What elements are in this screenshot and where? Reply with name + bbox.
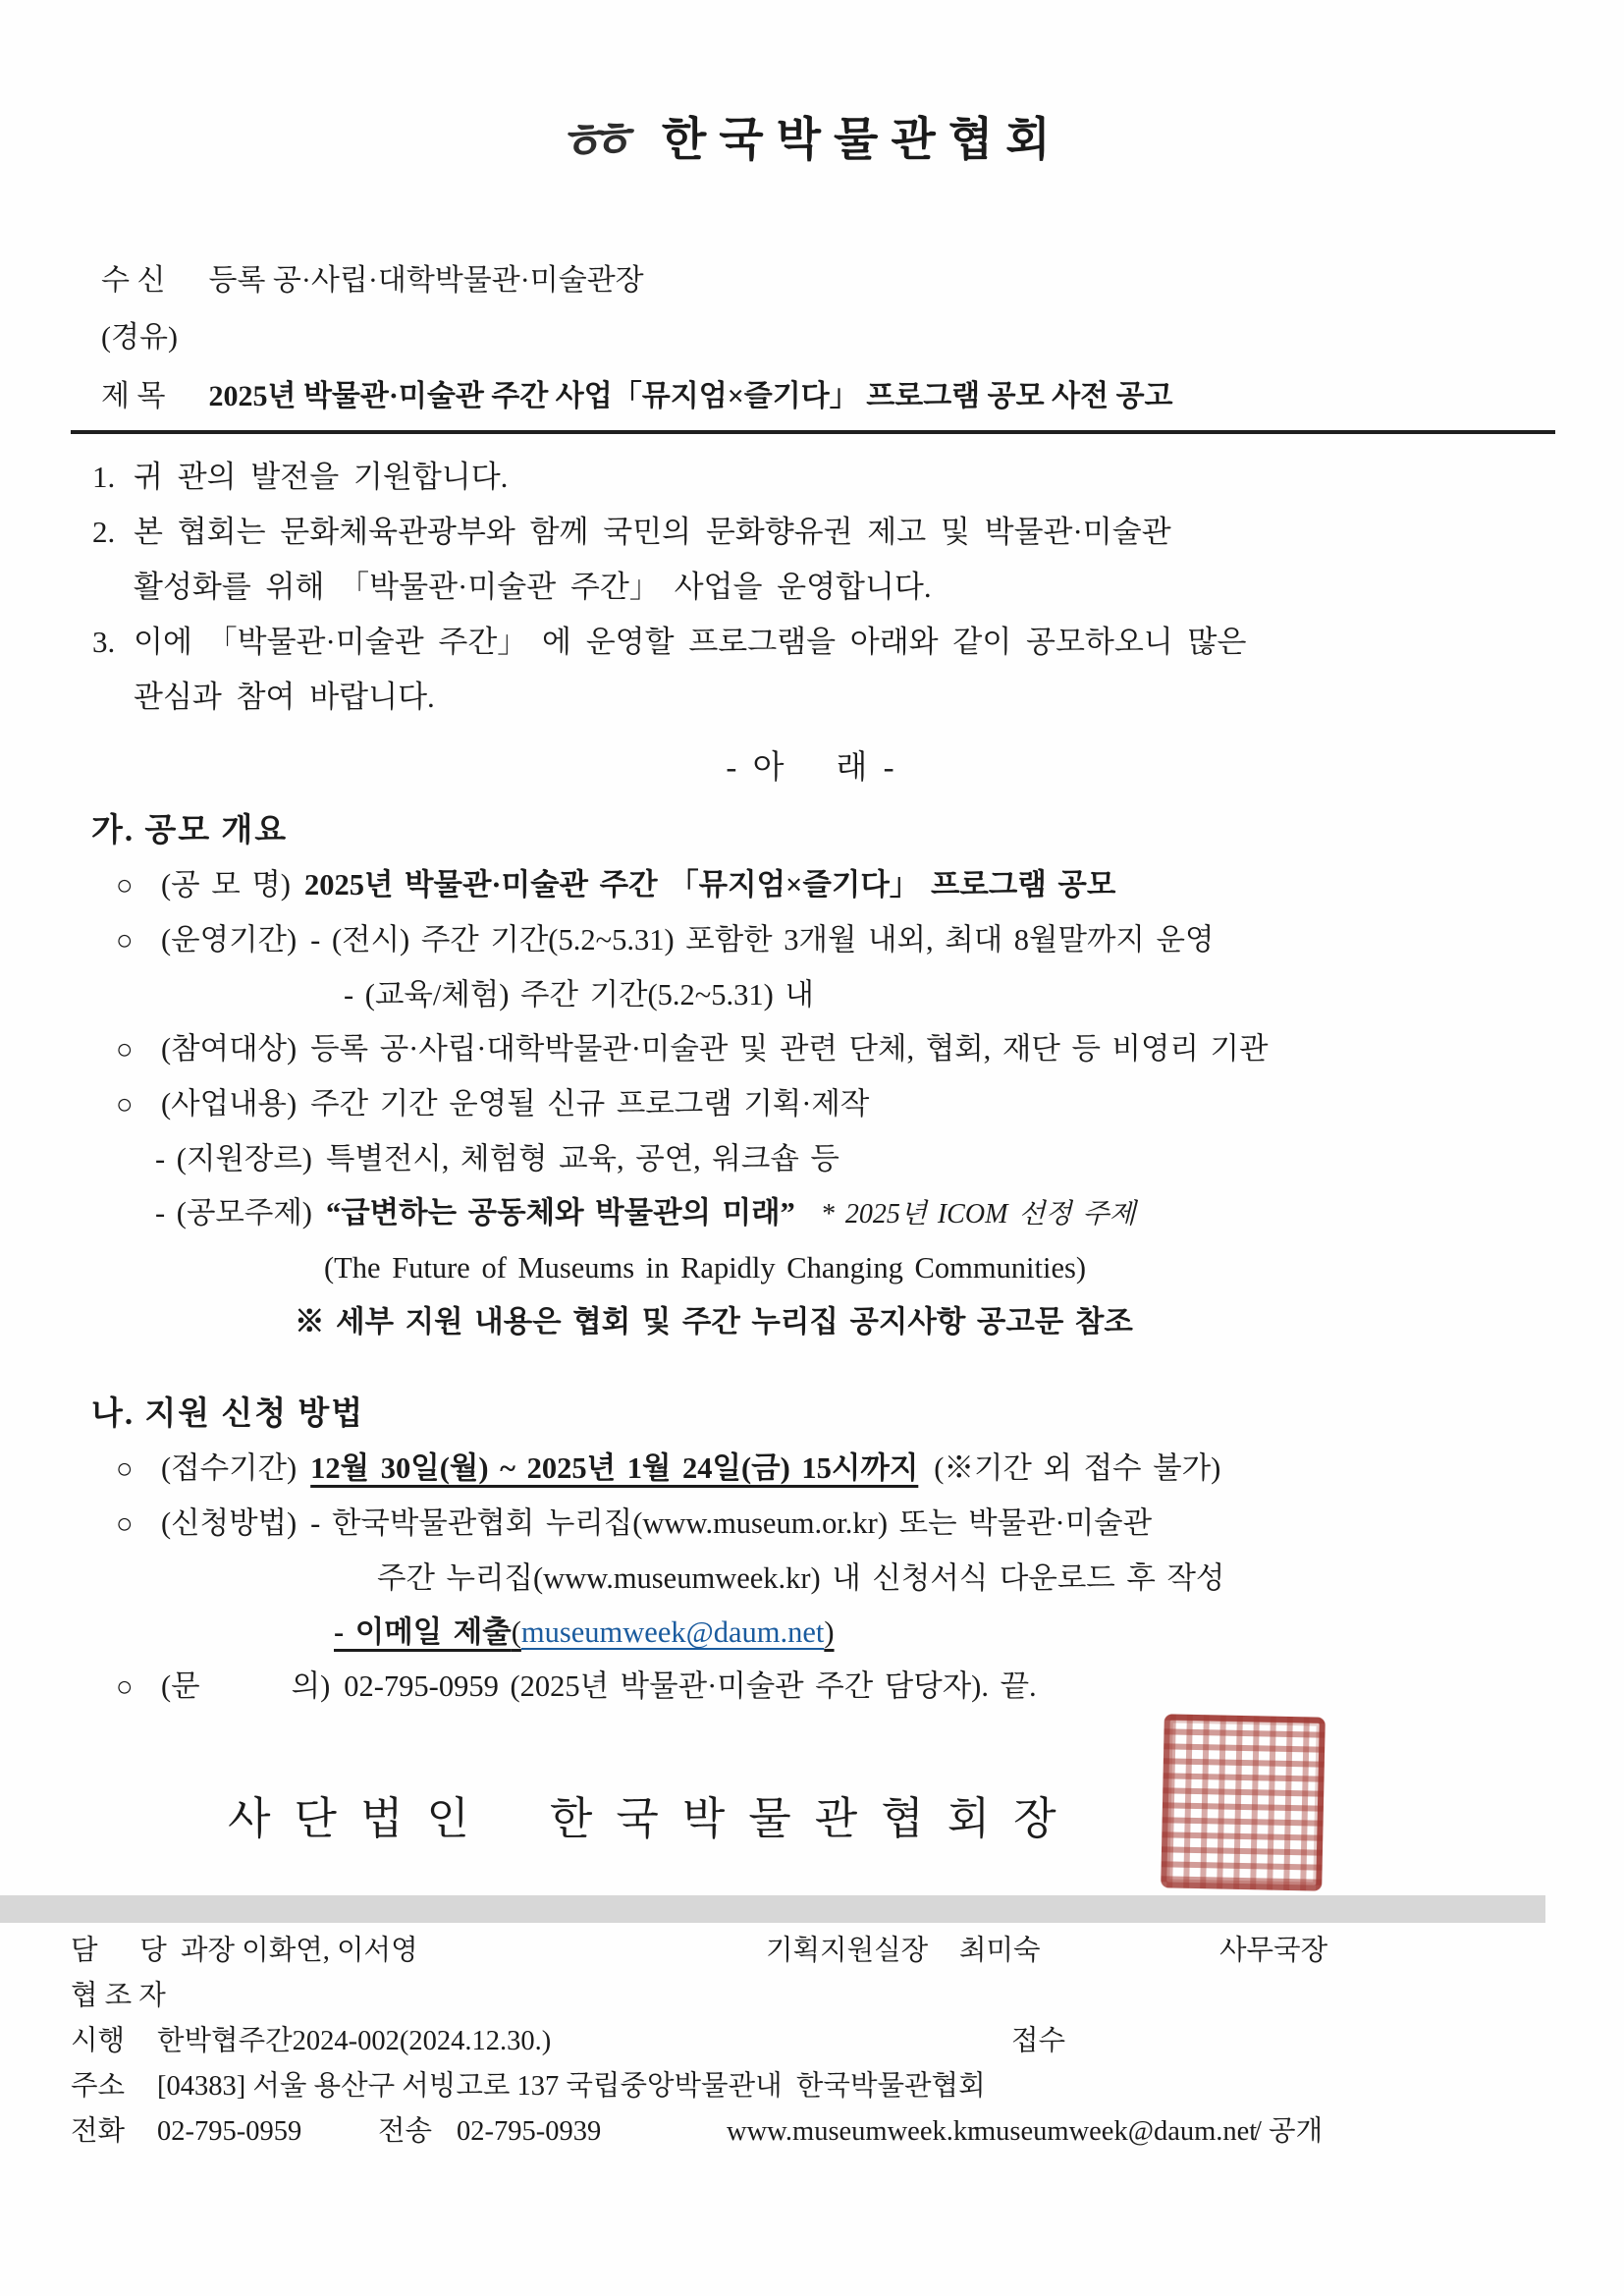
fax-label: 전송 — [378, 2116, 433, 2147]
section-a-items — [116, 858, 1538, 1349]
intro-number: 1. — [92, 460, 116, 494]
header-rule — [71, 430, 1555, 434]
fax-number: 02-795-0939 — [457, 2116, 602, 2147]
intro-number: 2. — [92, 515, 116, 549]
item-label: (문 의) — [161, 1669, 331, 1703]
signature-org-type: 사단법인 — [228, 1794, 493, 1843]
item-label: (접수기간) — [161, 1451, 298, 1485]
enforcement-label: 시행 — [71, 2026, 126, 2056]
recipient-value: 등록 공·사립·대학박물관·미술관장 — [208, 264, 644, 297]
footer-row-enforcement — [71, 2019, 1553, 2064]
letterhead — [0, 0, 1624, 172]
circle-bullet-icon: ○ — [116, 1034, 134, 1066]
intro-text: 이에 「박물관·미술관 주간」 에 운영할 프로그램을 아래와 같이 공모하오니 많은 — [134, 625, 1247, 659]
item-genre — [155, 1132, 1538, 1186]
contact-value: 02-795-0959 (2025년 박물관·미술관 주간 담당자). 끝. — [344, 1669, 1037, 1703]
circle-bullet-icon: ○ — [116, 925, 134, 957]
item-value-continued: - (교육/체험) 주간 기간(5.2~5.31) 내 — [344, 978, 814, 1011]
recipient-label: 수 신 — [101, 264, 166, 297]
planning-director-name: 최미숙 — [959, 1936, 1041, 1966]
subject-row — [101, 375, 1536, 418]
footer-row-address — [71, 2064, 1553, 2109]
intro-number: 3. — [92, 625, 116, 659]
section-b-heading: 나. 지원 신청 방법 — [91, 1396, 365, 1432]
footer-divider-band — [0, 1895, 1545, 1923]
item-project-content — [116, 1077, 1538, 1132]
item-application-method — [116, 1497, 1538, 1660]
item-label: - (지원장르) — [155, 1142, 312, 1175]
section-a-heading: 가. 공모 개요 — [91, 813, 289, 848]
intro-item-1 — [92, 450, 1534, 505]
item-theme — [155, 1186, 1538, 1241]
circle-bullet-icon: ○ — [116, 1089, 134, 1121]
item-label: (공 모 명) — [161, 868, 291, 902]
kma-logo-icon: ㅎㅎ — [558, 112, 623, 172]
signature-org-title: 한국박물관협회장 — [549, 1794, 1080, 1843]
circle-bullet-icon: ○ — [116, 1508, 134, 1540]
receipt-label: 접수 — [1011, 2026, 1066, 2056]
document-meta — [101, 259, 1536, 418]
footer-row-contacts — [71, 2109, 1553, 2155]
intro-text: 귀 관의 발전을 기원합니다. — [134, 460, 509, 494]
item-label: (운영기간) — [161, 923, 298, 957]
item-value: 등록 공·사립·대학박물관·미술관 및 관련 단체, 협회, 재단 등 비영리 기관 — [310, 1032, 1269, 1066]
intro-text: 활성화를 위해 「박물관·미술관 주간」 사업을 운영합니다. — [134, 570, 932, 604]
item-contact — [116, 1660, 1538, 1715]
item-value: - (전시) 주간 기간(5.2~5.31) 포함한 3개월 내외, 최대 8월말까지 운영 — [310, 923, 1215, 957]
disclosure-label: / 공개 — [1254, 2116, 1324, 2147]
theme-quote: “급변하는 공동체와 박물관의 미래” — [325, 1196, 795, 1230]
cooperator-label: 협 조 자 — [71, 1981, 166, 2011]
paren-close: ) — [824, 1615, 835, 1649]
below-divider: - 아 래 - — [726, 750, 898, 786]
address-value: [04383] 서울 용산구 서빙고로 137 국립중앙박물관내 한국박물관협회 — [157, 2071, 986, 2102]
item-operating-period — [116, 913, 1538, 1022]
footer-row-staff — [71, 1929, 1553, 1974]
item-value: 2025년 박물관·미술관 주간 「뮤지엄×즐기다」 프로그램 공모 — [303, 868, 1116, 902]
address-label: 주소 — [71, 2071, 126, 2102]
intro-item-3 — [92, 615, 1534, 725]
submission-email-link: museumweek@daum.net — [520, 1615, 825, 1649]
intro-paragraphs — [92, 450, 1534, 725]
subject-label: 제 목 — [101, 380, 166, 412]
circle-bullet-icon: ○ — [116, 1453, 134, 1485]
planning-director-label: 기획지원실장 — [766, 1936, 929, 1966]
phone-number: 02-795-0959 — [157, 2116, 302, 2147]
item-contest-name — [116, 858, 1538, 913]
official-seal-stamp — [1161, 1714, 1326, 1890]
circle-bullet-icon: ○ — [116, 1671, 134, 1703]
phone-label: 전화 — [71, 2116, 126, 2147]
method-email-line — [334, 1606, 1538, 1660]
application-period-value: 12월 30일(월) ~ 2025년 1월 24일(금) 15시까지 — [310, 1451, 919, 1485]
via-row — [101, 316, 1536, 359]
item-label: (참여대상) — [161, 1032, 298, 1066]
item-label: - (공모주제) — [155, 1196, 312, 1230]
item-value: 주간 기간 운영될 신규 프로그램 기획·제작 — [310, 1087, 870, 1121]
footer-email: museumweek@daum.net — [974, 2116, 1258, 2147]
document-footer — [71, 1929, 1553, 2155]
staff-label: 담 당 — [71, 1936, 167, 1966]
subject-value: 2025년 박물관·미술관 주간 사업「뮤지엄×즐기다」 프로그램 공모 사전 공고 — [208, 380, 1173, 412]
staff-names: 과장 이화연, 이서영 — [181, 1936, 418, 1966]
secretary-general-label: 사무국장 — [1219, 1936, 1328, 1966]
email-submit-label: - 이메일 제출 — [334, 1615, 512, 1649]
paren-open: ( — [511, 1615, 521, 1649]
item-reference-note: ※ 세부 지원 내용은 협회 및 주간 누리집 공지사항 공고문 참조 — [295, 1305, 1133, 1339]
method-line2: 주간 누리집(www.museumweek.kr) 내 신청서식 다운로드 후 작성 — [377, 1561, 1225, 1595]
recipient-row — [101, 259, 1536, 302]
signature-block — [0, 1789, 1624, 1848]
method-line1: - 한국박물관협회 누리집(www.museum.or.kr) 또는 박물관·미술관 — [310, 1506, 1153, 1540]
application-period-note: (※기간 외 접수 불가) — [934, 1451, 1221, 1485]
item-value: 특별전시, 체험형 교육, 공연, 워크숍 등 — [325, 1142, 839, 1175]
website-url: www.museumweek.kr — [727, 2116, 977, 2147]
circle-bullet-icon: ○ — [116, 870, 134, 902]
intro-text: 본 협회는 문화체육관광부와 함께 국민의 문화향유권 제고 및 박물관·미술관 — [134, 515, 1171, 549]
item-label: (신청방법) — [161, 1506, 298, 1540]
enforcement-number: 한박협주간2024-002(2024.12.30.) — [157, 2026, 552, 2056]
intro-item-2 — [92, 505, 1534, 615]
item-application-period — [116, 1442, 1538, 1497]
via-label: (경유) — [101, 321, 178, 354]
section-b-items — [116, 1442, 1538, 1715]
item-theme-english: (The Future of Museums in Rapidly Changing Communities) — [324, 1251, 1087, 1285]
footer-row-cooperator — [71, 1974, 1553, 2019]
theme-note: * 2025년 ICOM 선정 주제 — [820, 1199, 1136, 1230]
org-name: 한국박물관협회 — [661, 114, 1063, 166]
intro-text: 관심과 참여 바랍니다. — [134, 680, 435, 714]
item-label: (사업내용) — [161, 1087, 298, 1121]
item-eligibility — [116, 1022, 1538, 1077]
